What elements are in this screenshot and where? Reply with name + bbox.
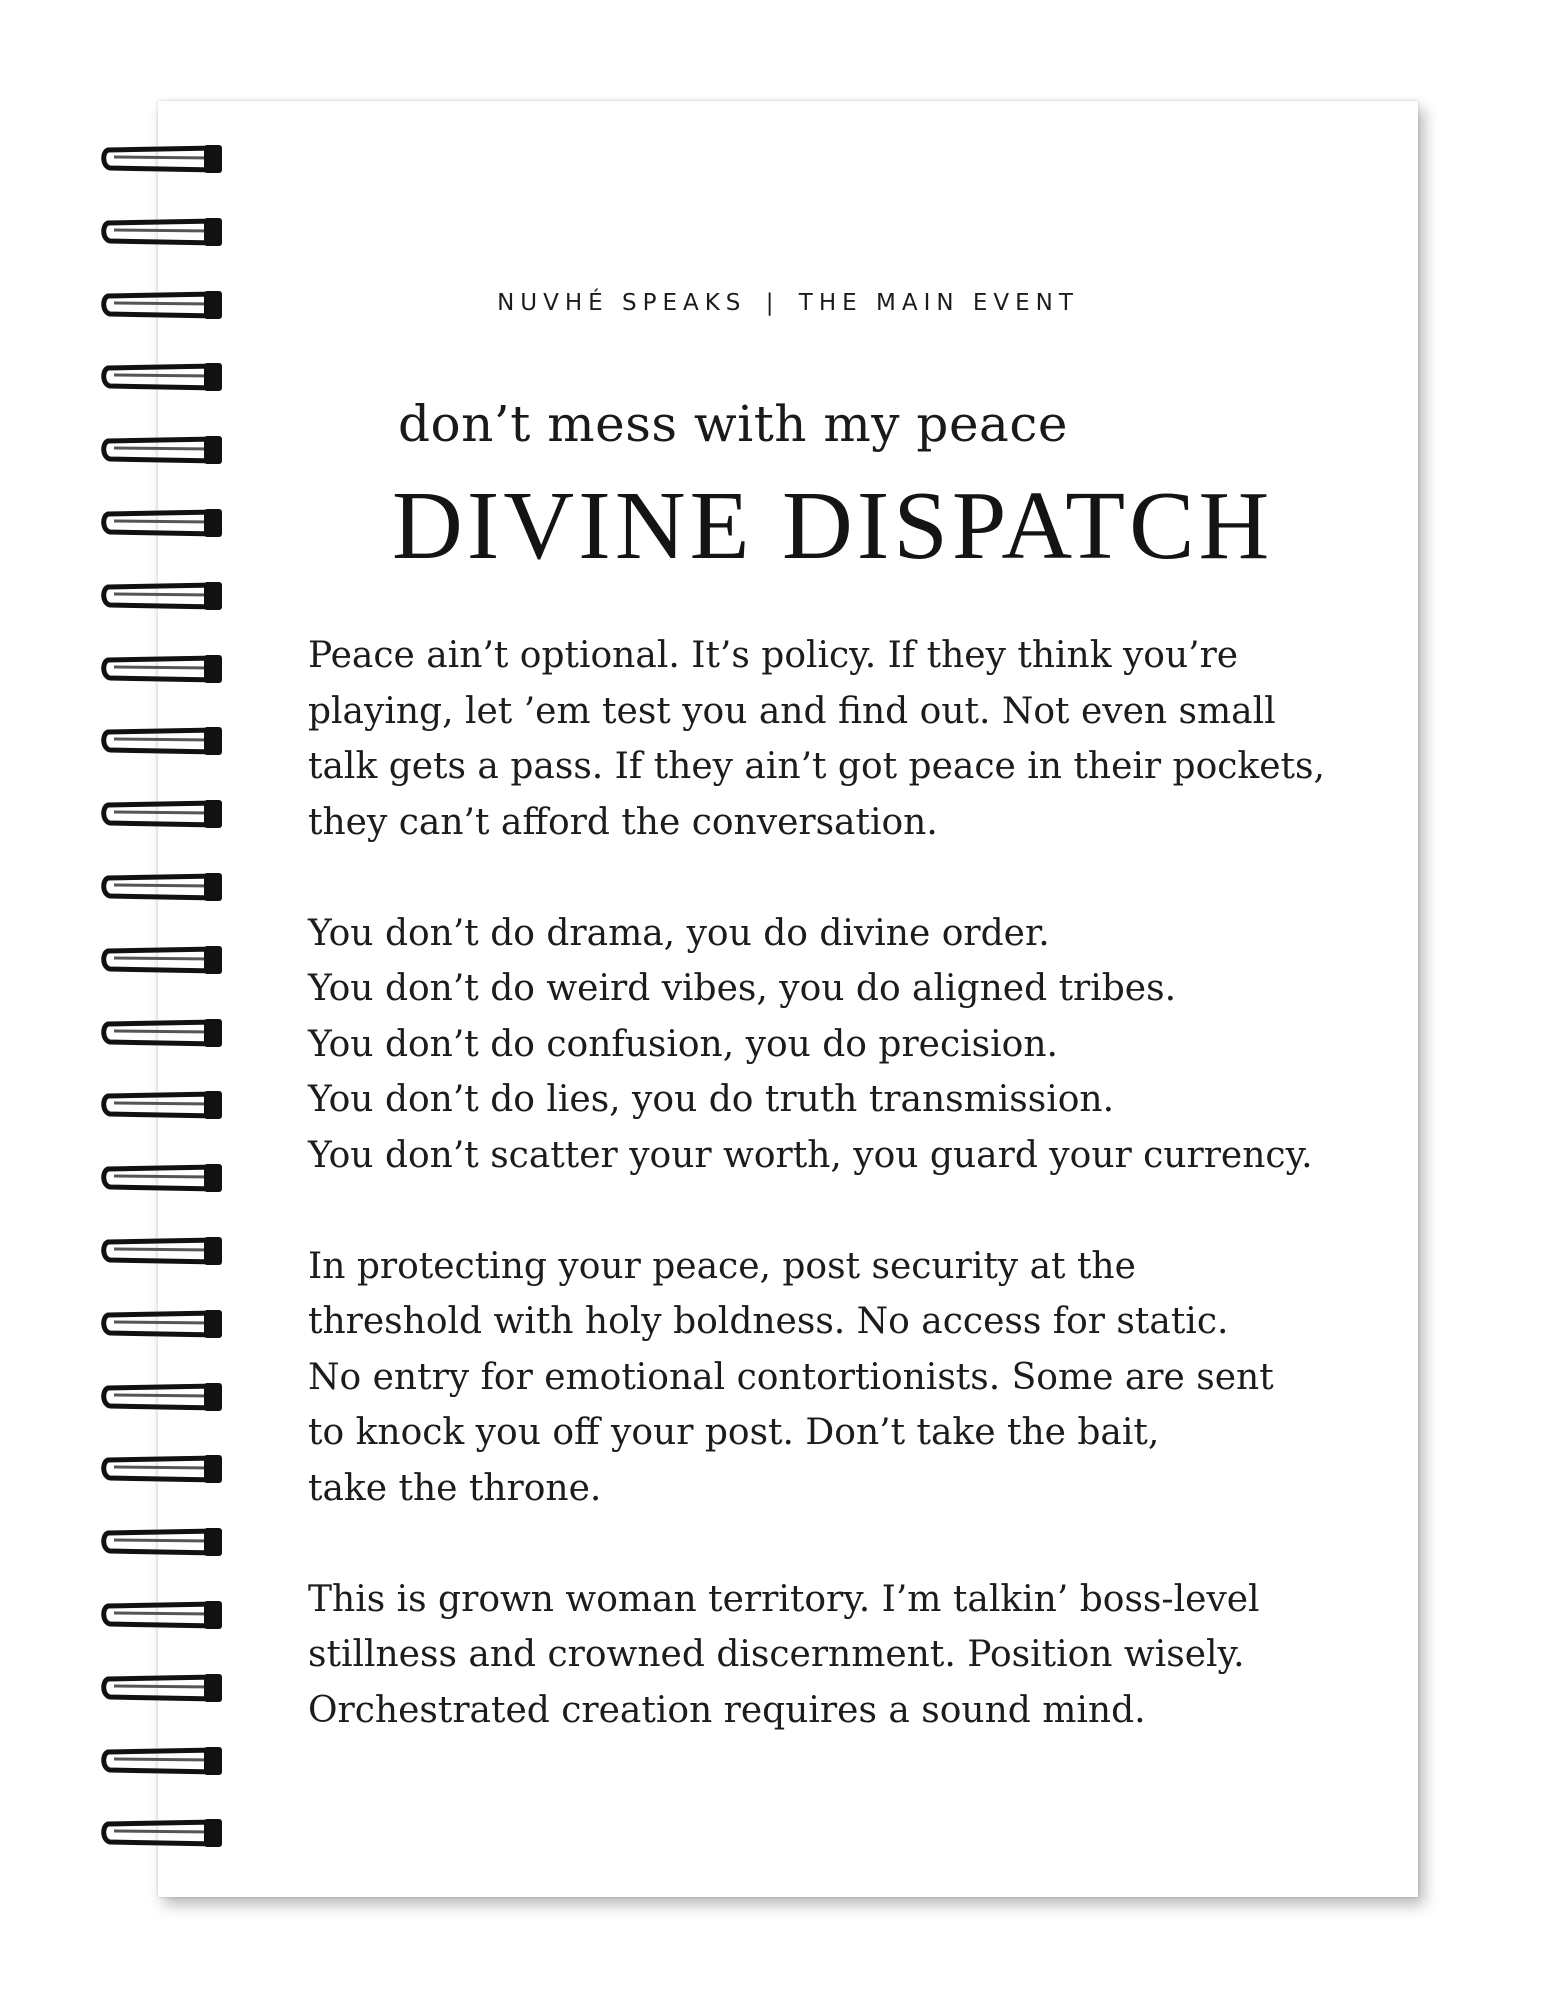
spiral-coil-icon [100,941,228,979]
spiral-coil-icon [100,1086,228,1124]
spiral-coil-icon [100,1669,228,1707]
text-line: You don’t do weird vibes, you do aligned tribes. [308,968,1177,1009]
spiral-coil-icon [100,1378,228,1416]
body-text [308,628,1338,1794]
text-line: Orchestrated creation requires a sound mind. [308,1689,1146,1731]
spiral-coil-icon [100,431,228,469]
spiral-coil-icon [100,722,228,760]
spiral-coil-icon [100,1305,228,1343]
spiral-coil-icon [100,577,228,615]
text-line: threshold with holy boldness. No access for static. [308,1301,1229,1342]
page-subtitle: don’t mess with my peace [398,395,1068,453]
text-line: take the throne. [308,1467,602,1509]
header-brand: NUVHÉ SPEAKS [497,290,747,316]
spiral-coil-icon [100,1232,228,1270]
text-line: This is grown woman territory. I’m talkin’ boss-level [308,1578,1260,1620]
spiral-binding [100,140,240,1880]
text-line: playing, let ’em test you and find out. Not even small [308,690,1276,732]
spiral-coil-icon [100,358,228,396]
spiral-coil-icon [100,1159,228,1197]
spiral-coil-icon [100,504,228,542]
spiral-coil-icon [100,650,228,688]
spiral-coil-icon [100,1596,228,1634]
paragraph [308,906,1338,1184]
text-line: talk gets a pass. If they ain’t got peace in their pockets, [308,746,1325,787]
spiral-coil-icon [100,868,228,906]
text-line: You don’t do lies, you do truth transmission. [308,1079,1115,1120]
paragraph [308,1239,1338,1517]
text-line: In protecting your peace, post security at the [308,1245,1136,1287]
text-line: they can’t afford the conversation. [308,801,938,843]
spiral-coil-icon [100,795,228,833]
spiral-coil-icon [100,1523,228,1561]
text-line: stillness and crowned discernment. Position wisely. [308,1634,1245,1675]
page-title: DIVINE DISPATCH [392,472,1274,580]
text-line: Peace ain’t optional. It’s policy. If they think you’re [308,635,1239,676]
spiral-coil-icon [100,1014,228,1052]
spiral-coil-icon [100,1450,228,1488]
spiral-coil-icon [100,213,228,251]
text-line: No entry for emotional contortionists. Some are sent [308,1356,1274,1398]
text-line: You don’t do drama, you do divine order. [308,912,1050,954]
spiral-coil-icon [100,1742,228,1780]
header-separator: | [765,290,780,316]
paragraph [308,628,1338,850]
paragraph [308,1572,1338,1739]
text-line: to knock you off your post. Don’t take the bait, [308,1412,1160,1453]
spiral-coil-icon [100,1814,228,1852]
page-header [158,290,1418,316]
text-line: You don’t do confusion, you do precision. [308,1023,1058,1065]
spiral-coil-icon [100,140,228,178]
text-line: You don’t scatter your worth, you guard your currency. [308,1134,1313,1176]
header-series: THE MAIN EVENT [798,290,1079,316]
